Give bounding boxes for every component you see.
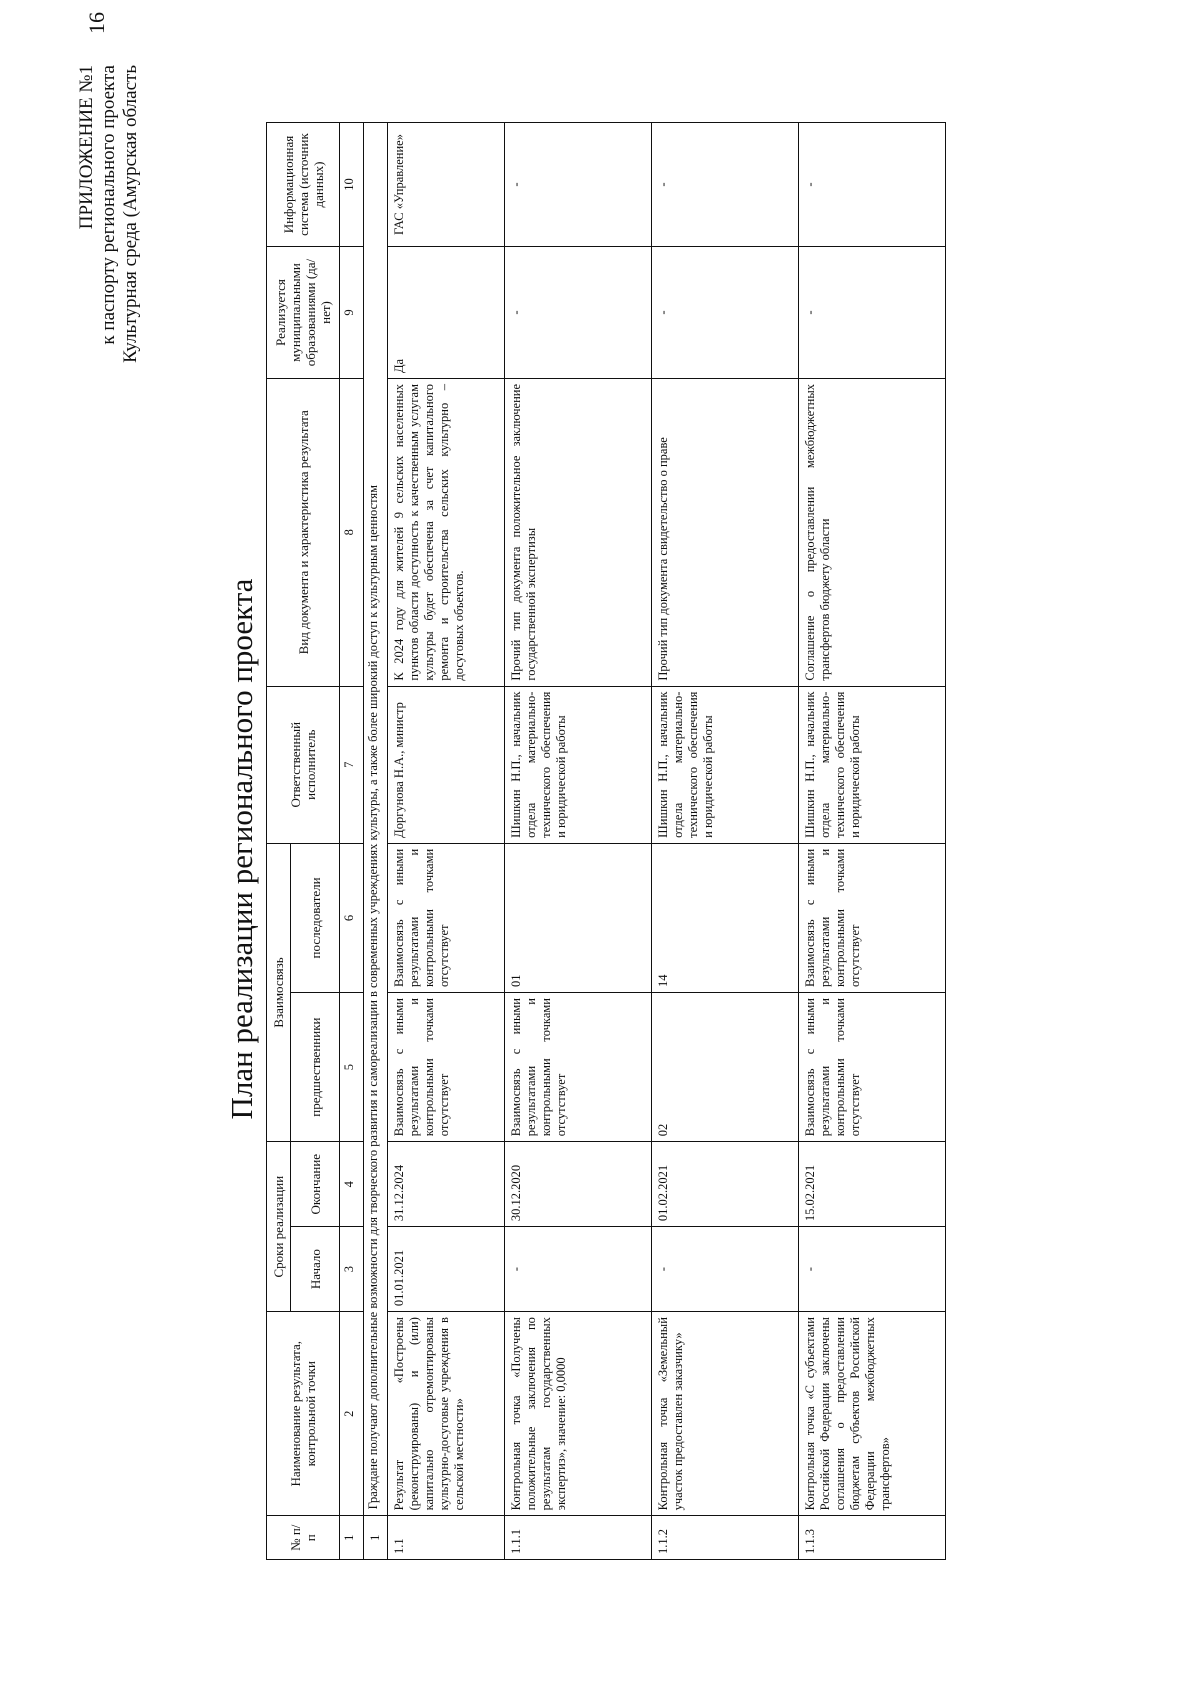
col-number: 1 (340, 1516, 364, 1560)
row-num: 1.1.1 (505, 1516, 652, 1560)
table-row (388, 123, 505, 1560)
row-doc: Прочий тип документа положительное заключение государственной экспертизы (505, 379, 652, 687)
header-name: Наименование результата, контрольной точки (267, 1312, 340, 1516)
col-number: 8 (340, 379, 364, 687)
row-start: - (652, 1227, 799, 1312)
col-number: 5 (340, 993, 364, 1142)
page-title: План реализации регионального проекта (224, 578, 259, 1120)
row-start: - (799, 1227, 946, 1312)
row-name: Контрольная точка «Получены положительные заключения по результатам государственных экспертиз», значение: 0,0000 (505, 1312, 652, 1516)
row-end: 30.12.2020 (505, 1142, 652, 1227)
col-number: 6 (340, 843, 364, 992)
header-terms: Сроки реализации (267, 1142, 291, 1312)
appendix-line-3: Культурная среда (Амурская область (120, 65, 141, 363)
row-executor: Шишкин Н.П., начальник отдела материально-технического обеспечения и юридической работы (652, 686, 799, 843)
col-number: 2 (340, 1312, 364, 1516)
header-end: Окончание (291, 1142, 340, 1227)
appendix-note (76, 65, 142, 363)
col-number: 9 (340, 247, 364, 379)
row-infosys: - (505, 123, 652, 247)
table-row (505, 123, 652, 1560)
row-predecessors: Взаимосвязь с иными результатами и контрольными точками отсутствует (388, 993, 505, 1142)
row-end: 15.02.2021 (799, 1142, 946, 1227)
row-doc: К 2024 году для жителей 9 сельских населенных пунктов области доступность к качественным услугам культуры будет обеспечена за счет капитального ремонта и строительства сельских культурно – досуговых объектов. (388, 379, 505, 687)
table-row (799, 123, 946, 1560)
row-name: Результат «Построены (реконструированы) и (или) капитально отремонтированы культурно-досуговые учреждения в сельской местности» (388, 1312, 505, 1516)
row-executor: Шишкин Н.П., начальник отдела материально-технического обеспечения и юридической работы (799, 686, 946, 843)
header-municipal: Реализуется муниципальными образованиями (да/нет) (267, 247, 340, 379)
row-municipal: - (505, 247, 652, 379)
table-row (652, 123, 799, 1560)
row-name: Контрольная точка «С субъектами Российской Федерации заключены соглашения о предоставлении бюджетам субъектов Российской Федерации межбюджетных трансфертов» (799, 1312, 946, 1516)
row-municipal: - (799, 247, 946, 379)
header-doc: Вид документа и характеристика результата (267, 379, 340, 687)
row-executor: Доргунова Н.А., министр (388, 686, 505, 843)
header-predecessors: предшественники (291, 993, 340, 1142)
header-executor: Ответственный исполнитель (267, 686, 340, 843)
row-end: 31.12.2024 (388, 1142, 505, 1227)
page-number: 16 (84, 12, 109, 34)
header-infosys: Информационная система (источник данных) (267, 123, 340, 247)
header-relation: Взаимосвязь (267, 843, 291, 1141)
row-end: 01.02.2021 (652, 1142, 799, 1227)
row-municipal: Да (388, 247, 505, 379)
col-number: 10 (340, 123, 364, 247)
appendix-line-2: к паспорту регионального проекта (98, 65, 119, 345)
col-number: 7 (340, 686, 364, 843)
col-number: 4 (340, 1142, 364, 1227)
section-text: Граждане получают дополнительные возможности для творческого развития и самореализации в современных учреждениях культуры, а также более широкий доступ к культурным ценностям (364, 123, 388, 1516)
row-num: 1.1.3 (799, 1516, 946, 1560)
row-executor: Шишкин Н.П., начальник отдела материально-технического обеспечения и юридической работы (505, 686, 652, 843)
row-name: Контрольная точка «Земельный участок предоставлен заказчику» (652, 1312, 799, 1516)
row-predecessors: Взаимосвязь с иными результатами и контрольными точками отсутствует (799, 993, 946, 1142)
row-doc: Прочий тип документа свидетельство о праве (652, 379, 799, 687)
row-start: - (505, 1227, 652, 1312)
header-successors: последователи (291, 843, 340, 992)
row-successors: Взаимосвязь с иными результатами и контрольными точками отсутствует (799, 843, 946, 992)
row-successors: Взаимосвязь с иными результатами и контрольными точками отсутствует (388, 843, 505, 992)
appendix-line-1: ПРИЛОЖЕНИЕ №1 (76, 65, 97, 230)
row-municipal: - (652, 247, 799, 379)
row-infosys: ГАС «Управление» (388, 123, 505, 247)
row-infosys: - (799, 123, 946, 247)
row-infosys: - (652, 123, 799, 247)
row-doc: Соглашение о предоставлении межбюджетных трансфертов бюджету области (799, 379, 946, 687)
row-predecessors: 02 (652, 993, 799, 1142)
row-successors: 01 (505, 843, 652, 992)
plan-table (266, 122, 946, 1560)
row-start: 01.01.2021 (388, 1227, 505, 1312)
section-num: 1 (364, 1516, 388, 1560)
section-row (364, 123, 388, 1560)
row-predecessors: Взаимосвязь с иными результатами и контрольными точками отсутствует (505, 993, 652, 1142)
header-num: № п/п (267, 1516, 340, 1560)
header-start: Начало (291, 1227, 340, 1312)
row-num: 1.1 (388, 1516, 505, 1560)
row-num: 1.1.2 (652, 1516, 799, 1560)
col-number: 3 (340, 1227, 364, 1312)
row-successors: 14 (652, 843, 799, 992)
column-number-row (340, 123, 364, 1560)
